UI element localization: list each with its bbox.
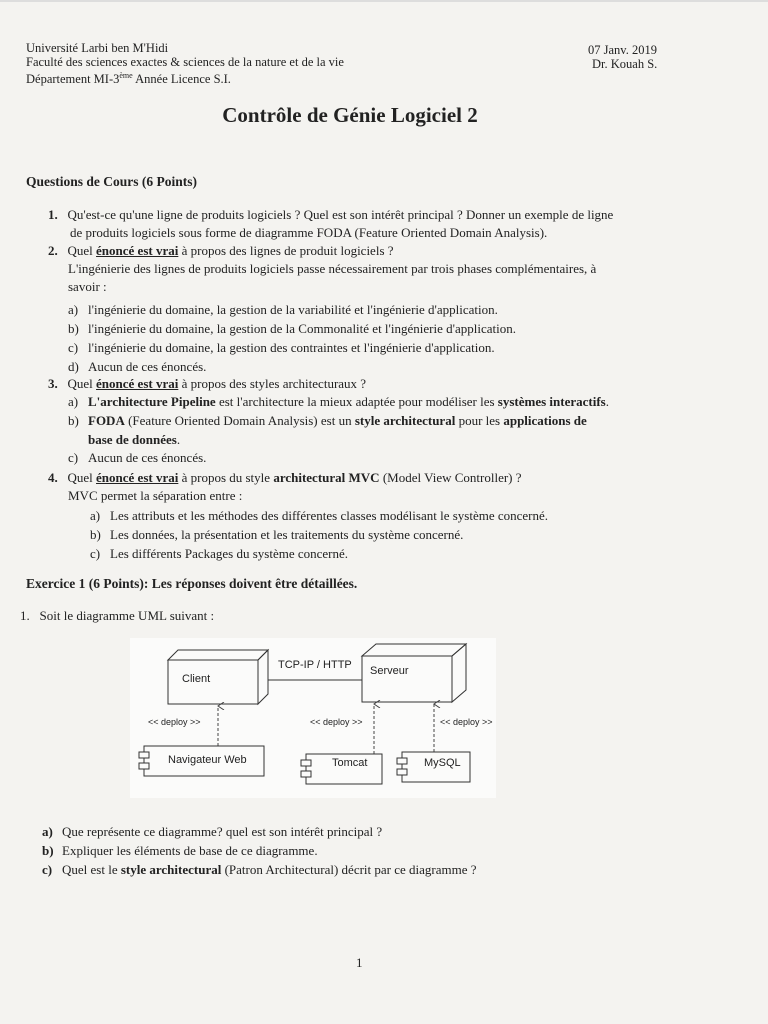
deploy-label-2: << deploy >> xyxy=(310,717,363,727)
link-label: TCP-IP / HTTP xyxy=(278,659,352,671)
section-exercice-heading: Exercice 1 (6 Points): Les réponses doivent être détaillées. xyxy=(26,576,358,591)
serveur-node-label: Serveur xyxy=(370,665,409,677)
question-4-options: a) Les attributs et les méthodes des différentes classes modélisant le système concerné. b) Les données, la présentation et les traitements du système concerné. c) Les différents Packages du système concerné. xyxy=(90,508,549,561)
question-3-options: a) L'architecture Pipeline est l'architecture la mieux adaptée pour modéliser les systèmes interactifs. b) FODA (Feature Oriented Domain Analysis) est un style architectural pour les applications de base de données. c) Aucun de ces énoncés. xyxy=(68,394,609,465)
question-4: 4. Quel énoncé est vrai à propos du style architectural MVC (Model View Controller) ? MVC permet la séparation entre : xyxy=(48,470,522,503)
deploy-label-3: << deploy >> xyxy=(440,717,493,727)
scan-edge xyxy=(0,0,768,2)
serveur-node xyxy=(362,644,466,702)
tomcat-component xyxy=(301,754,382,784)
navigateur-web-label: Navigateur Web xyxy=(168,754,247,766)
navigateur-web-component xyxy=(139,746,264,776)
diagram-svg xyxy=(130,638,496,798)
question-3: 3. Quel énoncé est vrai à propos des styles architecturaux ? xyxy=(48,376,367,391)
question-2: 2. Quel énoncé est vrai à propos des lignes de produit logiciels ? L'ingénierie des lignes de produits logiciels passe nécessairement par trois phases complémentaires, à savoir : xyxy=(48,243,597,294)
question-1: 1. Qu'est-ce qu'une ligne de produits logiciels ? Quel est son intérêt principal ? Donner un exemple de ligne de produits logiciels sous forme de diagramme FODA (Feature Oriented Domain Analysis). xyxy=(48,207,614,240)
client-node-label: Client xyxy=(182,673,211,685)
deploy-label-1: << deploy >> xyxy=(148,717,201,727)
exam-author: Dr. Kouah S. xyxy=(592,57,658,71)
question-2-options: a) l'ingénierie du domaine, la gestion de la variabilité et l'ingénierie d'application. b) l'ingénierie du domaine, la gestion de la Commonalité et l'ingénierie d'application. c) l'ingénierie du domaine, la gestion des contraintes et l'ingénierie d'application. d) Aucun de ces énoncés. xyxy=(68,302,516,374)
exam-title: Contrôle de Génie Logiciel 2 xyxy=(222,103,478,127)
header-right xyxy=(588,43,657,71)
mysql-component xyxy=(397,752,470,782)
exercice-questions: a) Que représente ce diagramme? quel est son intérêt principal ? b) Expliquer les éléments de base de ce diagramme. c) Quel est le style architectural (Patron Architectural) décrit par ce diagramme ? xyxy=(42,824,477,877)
faculty-name: Faculté des sciences exactes & sciences de la nature et de la vie xyxy=(26,55,344,69)
client-node xyxy=(168,650,268,704)
exam-date: 07 Janv. 2019 xyxy=(588,43,657,57)
uml-deployment-diagram xyxy=(130,638,496,798)
header-left xyxy=(26,41,344,86)
page-number: 1 xyxy=(356,955,363,970)
tomcat-label: Tomcat xyxy=(332,757,368,769)
university-name: Université Larbi ben M'Hidi xyxy=(26,41,169,55)
mysql-label: MySQL xyxy=(424,757,461,769)
exercice-item-1: 1. Soit le diagramme UML suivant : xyxy=(20,608,215,623)
section-cours-heading: Questions de Cours (6 Points) xyxy=(26,174,198,189)
department-line: Département MI-3ème Année Licence S.I. xyxy=(26,71,231,87)
